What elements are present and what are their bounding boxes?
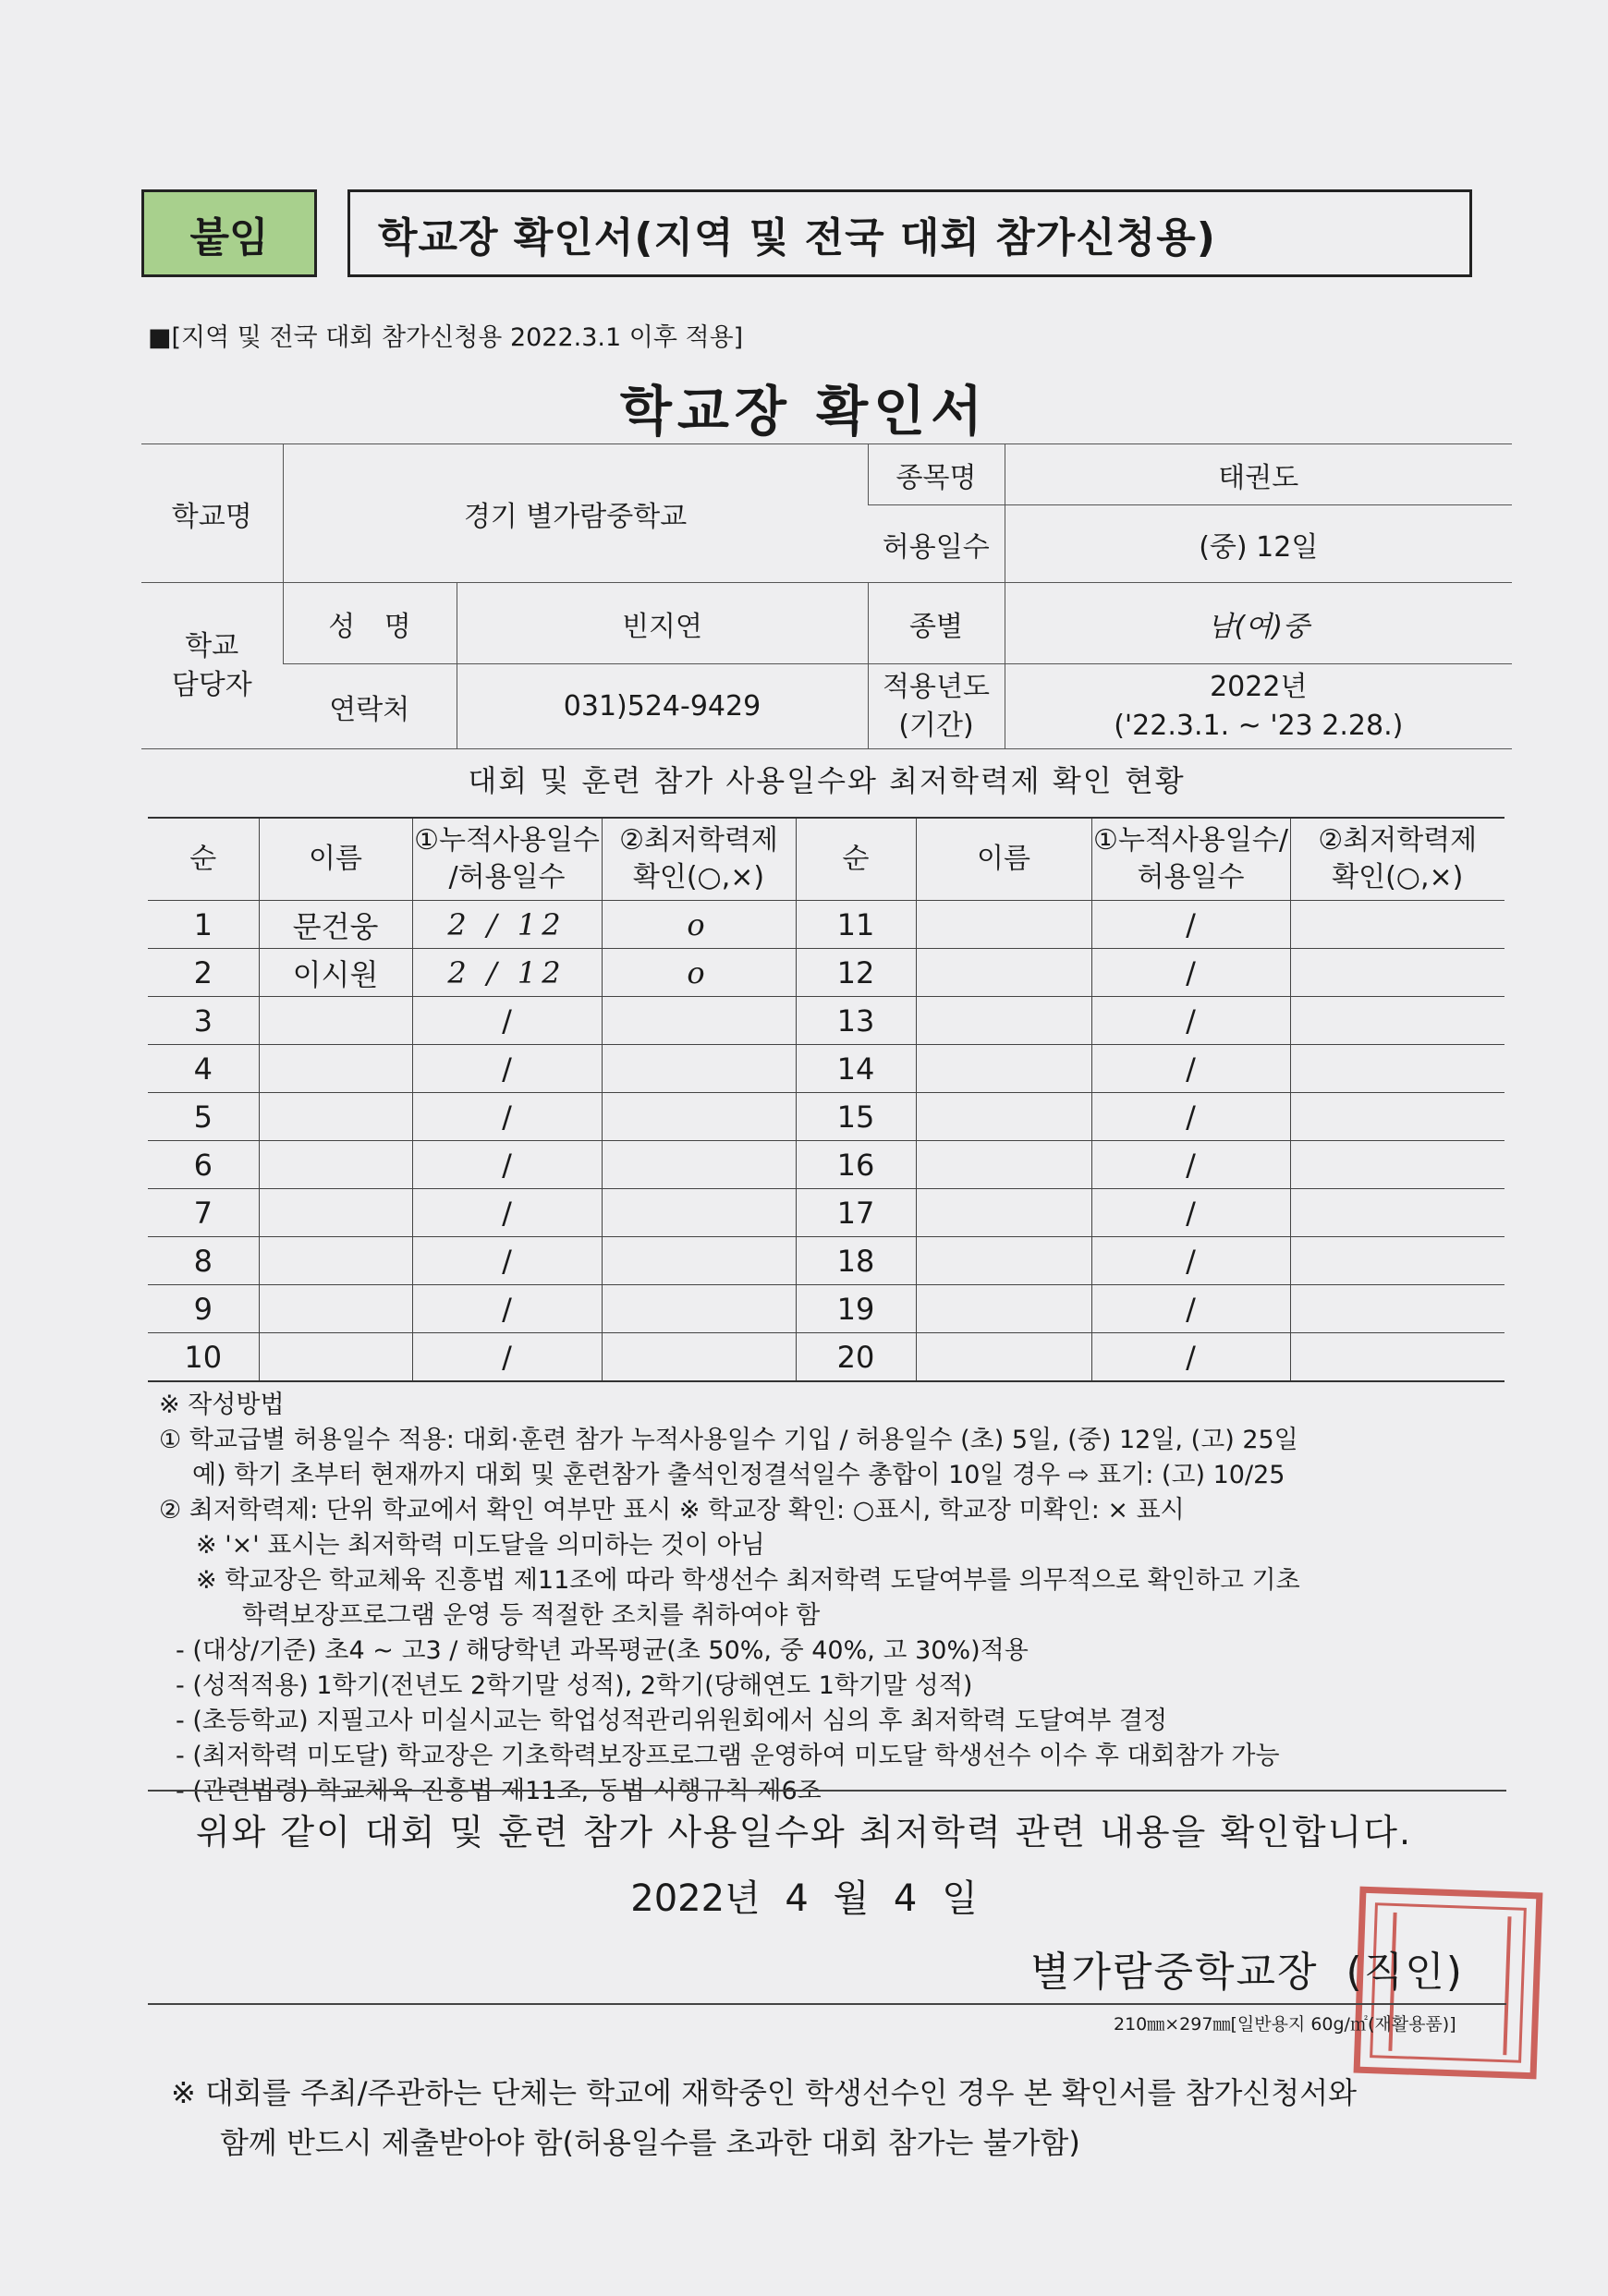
note-2-sub-b: ※ 학교장은 학교체육 진흥법 제11조에 따라 학생선수 최저학력 도달여부를 의무적으로 확인하고 기초 xyxy=(196,1566,1300,1595)
row-check xyxy=(602,1093,796,1141)
table-row xyxy=(148,1237,1504,1285)
row-name-2 xyxy=(916,1285,1091,1333)
row-days: / xyxy=(412,1333,602,1382)
note-1: ① 학교급별 허용일수 적용: 대회·훈련 참가 누적사용일수 기입 / 허용일수 (초) 5일, (중) 12일, (고) 25일 xyxy=(159,1426,1298,1454)
date-line: 2022년 4 월 4 일 xyxy=(630,1877,978,1920)
row-no-2: 11 xyxy=(796,901,916,949)
row-check-2 xyxy=(1290,949,1504,997)
usage-section-title: 대회 및 훈련 참가 사용일수와 최저학력제 확인 현황 xyxy=(468,763,1186,798)
phone-value: 031)524-9429 xyxy=(457,664,868,749)
row-name xyxy=(259,1141,412,1189)
divider xyxy=(148,2003,1506,2005)
row-name xyxy=(259,1285,412,1333)
table-row xyxy=(148,997,1504,1045)
row-name-2 xyxy=(916,1237,1091,1285)
row-check xyxy=(602,1285,796,1333)
row-no: 6 xyxy=(148,1141,259,1189)
note-dash-5: - (관련법령) 학교체육 진흥법 제11조, 동법 시행규칙 제6조 xyxy=(176,1777,822,1805)
row-days: 2 / 12 xyxy=(412,901,602,949)
table-row xyxy=(148,1093,1504,1141)
row-no: 9 xyxy=(148,1285,259,1333)
row-no-2: 14 xyxy=(796,1045,916,1093)
info-table xyxy=(141,443,1512,749)
row-no: 3 xyxy=(148,997,259,1045)
table-row xyxy=(148,1189,1504,1237)
row-name-2 xyxy=(916,1141,1091,1189)
gender-value: 남(여)중 xyxy=(1005,583,1512,664)
row-check-2 xyxy=(1290,1333,1504,1382)
instructions xyxy=(159,1388,1517,1809)
row-check xyxy=(602,1237,796,1285)
row-name: 문건웅 xyxy=(259,901,412,949)
row-no-2: 13 xyxy=(796,997,916,1045)
usage-table xyxy=(148,817,1504,1382)
row-check-2 xyxy=(1290,1045,1504,1093)
row-name-2 xyxy=(916,1093,1091,1141)
row-name-2 xyxy=(916,997,1091,1045)
row-name-2 xyxy=(916,1045,1091,1093)
page-title: 학교장 확인서 xyxy=(619,380,989,443)
footer-note xyxy=(171,2068,1357,2168)
note-dash-2: - (성적적용) 1학기(전년도 2학기말 성적), 2학기(당해연도 1학기말 성적) xyxy=(176,1671,973,1700)
year-value: 2022년 ('22.3.1. ~ '23 2.28.) xyxy=(1005,664,1512,749)
row-check-2 xyxy=(1290,1141,1504,1189)
row-check-2 xyxy=(1290,1237,1504,1285)
row-days-2: / xyxy=(1091,1093,1290,1141)
header-no: 순 xyxy=(148,818,259,901)
row-check-2 xyxy=(1290,1093,1504,1141)
footer-line-2: 함께 반드시 제출받아야 함(허용일수를 초과한 대회 참가는 불가함) xyxy=(220,2125,1080,2160)
name-value: 빈지연 xyxy=(457,583,868,664)
table-row xyxy=(148,949,1504,997)
row-check-2 xyxy=(1290,1189,1504,1237)
document-header xyxy=(141,189,1472,277)
confirmation-text: 위와 같이 대회 및 훈련 참가 사용일수와 최저학력 관련 내용을 확인합니다. xyxy=(195,1812,1413,1853)
row-no: 2 xyxy=(148,949,259,997)
row-name-2 xyxy=(916,1189,1091,1237)
row-check xyxy=(602,1333,796,1382)
table-row xyxy=(148,1045,1504,1093)
seal-label: (직인) xyxy=(1346,1949,1464,1996)
divider xyxy=(148,1790,1506,1792)
row-days: 2 / 12 xyxy=(412,949,602,997)
row-days: / xyxy=(412,1093,602,1141)
header-no-2: 순 xyxy=(796,818,916,901)
row-no-2: 16 xyxy=(796,1141,916,1189)
paper-spec: 210㎜×297㎜[일반용지 60g/㎡(재활용품)] xyxy=(1114,2014,1456,2035)
row-no: 5 xyxy=(148,1093,259,1141)
header-check-2: ②최저학력제 확인(○,×) xyxy=(1290,818,1504,901)
row-name xyxy=(259,997,412,1045)
row-days-2: / xyxy=(1091,1189,1290,1237)
school-value: 경기 별가람중학교 xyxy=(283,444,868,583)
contact-label: 학교 담당자 xyxy=(141,583,283,749)
row-no-2: 12 xyxy=(796,949,916,997)
header-days-2: ①누적사용일수/ 허용일수 xyxy=(1091,818,1290,901)
year-label: 적용년도 (기간) xyxy=(868,664,1005,749)
row-name xyxy=(259,1333,412,1382)
row-no-2: 20 xyxy=(796,1333,916,1382)
row-no-2: 17 xyxy=(796,1189,916,1237)
row-check-2 xyxy=(1290,997,1504,1045)
allowed-days-value: (중) 12일 xyxy=(1005,505,1512,583)
row-days: / xyxy=(412,1141,602,1189)
note-2-sub-c: 학력보장프로그램 운영 등 적절한 조치를 취하여야 함 xyxy=(242,1601,821,1630)
applies-note: ■[지역 및 전국 대회 참가신청용 2022.3.1 이후 적용] xyxy=(148,323,744,352)
header-name-2: 이름 xyxy=(916,818,1091,901)
row-no-2: 18 xyxy=(796,1237,916,1285)
header-days: ①누적사용일수 /허용일수 xyxy=(412,818,602,901)
row-no: 7 xyxy=(148,1189,259,1237)
row-name-2 xyxy=(916,1333,1091,1382)
row-days-2: / xyxy=(1091,1045,1290,1093)
header-check: ②최저학력제 확인(○,×) xyxy=(602,818,796,901)
row-name-2 xyxy=(916,901,1091,949)
row-days: / xyxy=(412,1045,602,1093)
row-days-2: / xyxy=(1091,1141,1290,1189)
row-name xyxy=(259,1093,412,1141)
header-name: 이름 xyxy=(259,818,412,901)
row-check-2 xyxy=(1290,1285,1504,1333)
name-label: 성 명 xyxy=(283,583,457,664)
row-no: 10 xyxy=(148,1333,259,1382)
table-row xyxy=(148,1333,1504,1382)
row-check xyxy=(602,1141,796,1189)
allowed-days-label: 허용일수 xyxy=(868,505,1005,583)
row-no-2: 15 xyxy=(796,1093,916,1141)
row-name xyxy=(259,1237,412,1285)
row-days: / xyxy=(412,1189,602,1237)
row-check: o xyxy=(602,901,796,949)
note-dash-4: - (최저학력 미도달) 학교장은 기초학력보장프로그램 운영하여 미도달 학생선수 이수 후 대회참가 가능 xyxy=(176,1742,1280,1770)
row-check xyxy=(602,997,796,1045)
row-days-2: / xyxy=(1091,997,1290,1045)
row-days-2: / xyxy=(1091,1333,1290,1382)
note-2: ② 최저학력제: 단위 학교에서 확인 여부만 표시 ※ 학교장 확인: ○표시, 학교장 미확인: × 표시 xyxy=(159,1496,1185,1525)
note-dash-3: - (초등학교) 지필고사 미실시교는 학업성적관리위원회에서 심의 후 최저학력 도달여부 결정 xyxy=(176,1707,1168,1735)
row-name xyxy=(259,1189,412,1237)
principal-name: 별가람중학교장 xyxy=(1030,1949,1319,1996)
row-no: 8 xyxy=(148,1237,259,1285)
row-check-2 xyxy=(1290,901,1504,949)
header-title: 학교장 확인서(지역 및 전국 대회 참가신청용) xyxy=(347,189,1472,277)
note-dash-1: - (대상/기준) 초4 ~ 고3 / 해당학년 과목평균(초 50%, 중 40%, 고 30%)적용 xyxy=(176,1636,1029,1665)
row-days-2: / xyxy=(1091,901,1290,949)
table-row xyxy=(148,901,1504,949)
phone-label: 연락처 xyxy=(283,664,457,749)
row-name xyxy=(259,1045,412,1093)
note-1-example: 예) 학기 초부터 현재까지 대회 및 훈련참가 출석인정결석일수 총합이 10일 경우 ⇨ 표기: (고) 10/25 xyxy=(192,1461,1285,1489)
notes-heading: ※ 작성방법 xyxy=(159,1391,285,1419)
gender-label: 종별 xyxy=(868,583,1005,664)
event-value: 태권도 xyxy=(1005,444,1512,505)
row-days: / xyxy=(412,1285,602,1333)
table-row xyxy=(148,1285,1504,1333)
row-check xyxy=(602,1189,796,1237)
row-check: o xyxy=(602,949,796,997)
row-name: 이시원 xyxy=(259,949,412,997)
row-days: / xyxy=(412,1237,602,1285)
row-no: 1 xyxy=(148,901,259,949)
row-no: 4 xyxy=(148,1045,259,1093)
attachment-badge: 붙임 xyxy=(141,189,317,277)
row-days-2: / xyxy=(1091,1237,1290,1285)
table-row xyxy=(148,1141,1504,1189)
row-no-2: 19 xyxy=(796,1285,916,1333)
row-days-2: / xyxy=(1091,1285,1290,1333)
signature-line xyxy=(1030,1938,1464,1998)
row-days-2: / xyxy=(1091,949,1290,997)
footer-line-1: ※ 대회를 주최/주관하는 단체는 학교에 재학중인 학생선수인 경우 본 확인서를 참가신청서와 xyxy=(171,2075,1358,2110)
school-label: 학교명 xyxy=(141,444,283,583)
row-days: / xyxy=(412,997,602,1045)
row-check xyxy=(602,1045,796,1093)
row-name-2 xyxy=(916,949,1091,997)
event-label: 종목명 xyxy=(868,444,1005,505)
note-2-sub-a: ※ '×' 표시는 최저학력 미도달을 의미하는 것이 아님 xyxy=(196,1531,765,1560)
